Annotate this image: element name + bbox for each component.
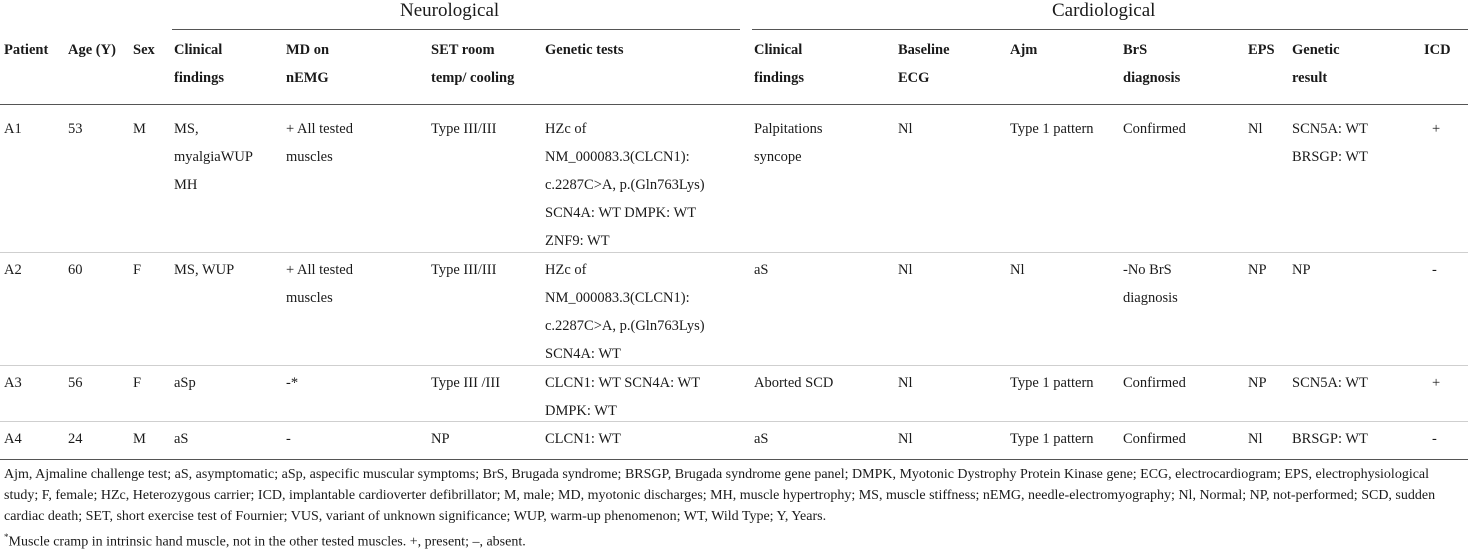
cell-line: -: [1432, 431, 1437, 447]
cell-line: -: [286, 431, 291, 447]
cell-icd: [1432, 256, 1437, 284]
cell-genetic-result: [1292, 369, 1368, 397]
cell-ecg: [898, 369, 913, 397]
cell-brs: [1123, 256, 1178, 312]
cell-genetic-tests: [545, 425, 621, 453]
cell-line: 56: [68, 375, 83, 391]
group-header-neurological: Neurological: [400, 0, 500, 21]
cell-line: Type 1 pattern: [1010, 375, 1094, 391]
column-header-line: MD on: [286, 42, 330, 58]
cell-clinical-n: [174, 369, 196, 397]
cell-line: CLCN1: WT: [545, 431, 621, 447]
cell-genetic-tests: [545, 256, 705, 368]
cell-line: BRSGP: WT: [1292, 431, 1368, 447]
cell-line: aS: [754, 431, 769, 447]
cell-brs: [1123, 115, 1186, 143]
footnote-asterisk-mark: *: [4, 532, 9, 542]
column-header-brs: [1123, 36, 1180, 92]
cell-line: HZc of: [545, 121, 587, 137]
column-header-line: EPS: [1248, 42, 1275, 58]
cell-clinical-c: [754, 115, 822, 171]
cell-line: 60: [68, 262, 83, 278]
cell-genetic-result: [1292, 115, 1368, 171]
footnote-abbreviations: Ajm, Ajmaline challenge test; aS, asymptomatic; aSp, aspecific muscular symptoms; BrS, Brugada syndrome; BRSGP, Brugada syndrome gene panel; DMPK, Myotonic Dystrophy Protein Kinase gene; ECG, electrocardiogram; EPS, electrophysiological study; F, female; HZc, Heterozygous carrier; ICD, implantable cardioverter defibrillator; M, male; MD, myotonic discharges; MH, muscle hypertrophy; MS, muscle stiffness; nEMG, needle-electromyography; Nl, Normal; NP, not-performed; SCD, sudden cardiac death; SET, short exercise test of Fournier; VUS, variant of unknown significance; WUP, warm-up phenomenon; WT, Wild Type; Y, Years.: [4, 467, 1436, 524]
cell-line: A4: [4, 431, 22, 447]
cell-icd: [1432, 369, 1440, 397]
column-header-sex: [133, 36, 155, 64]
cell-line: MS, WUP: [174, 262, 235, 278]
cell-line: -No BrS: [1123, 262, 1172, 278]
column-header-clinical-n: [174, 36, 224, 92]
cell-line: myalgiaWUP: [174, 149, 253, 165]
cell-md: [286, 425, 291, 453]
cell-line: M: [133, 121, 146, 137]
table-bottom-rule: [0, 459, 1468, 460]
cell-line: HZc of: [545, 262, 587, 278]
cell-line: Aborted SCD: [754, 375, 834, 391]
cell-line: syncope: [754, 149, 802, 165]
cell-line: diagnosis: [1123, 290, 1178, 306]
cell-line: +: [1432, 375, 1441, 391]
cell-line: 24: [68, 431, 83, 447]
cell-line: A1: [4, 121, 22, 137]
cell-line: aS: [754, 262, 769, 278]
cell-line: muscles: [286, 290, 333, 306]
column-header-line: Clinical: [174, 42, 223, 58]
column-header-line: findings: [174, 70, 224, 86]
cell-line: -*: [286, 375, 299, 391]
cell-line: Type III/III: [431, 121, 497, 137]
group-underline-neurological: [172, 29, 740, 30]
column-header-line: temp/ cooling: [431, 70, 515, 86]
column-header-line: Genetic: [1292, 42, 1340, 58]
column-header-line: Ajm: [1010, 42, 1038, 58]
footnote-asterisk-text: Muscle cramp in intrinsic hand muscle, not in the other tested muscles. +, present; –, absent.: [8, 534, 526, 550]
cell-age: [68, 369, 83, 397]
cell-ecg: [898, 115, 913, 143]
cell-eps: [1248, 369, 1267, 397]
column-header-genetic-tests: [545, 36, 624, 64]
cell-line: aS: [174, 431, 189, 447]
row-divider: [0, 421, 1468, 422]
cell-line: ZNF9: WT: [545, 233, 610, 249]
cell-line: SCN5A: WT: [1292, 121, 1368, 137]
cell-genetic-tests: [545, 115, 705, 255]
column-header-line: BrS: [1123, 42, 1148, 58]
cell-set: [431, 115, 496, 143]
column-header-icd: [1424, 36, 1451, 64]
cell-line: F: [133, 262, 142, 278]
cell-line: MH: [174, 177, 198, 193]
cell-set: [431, 425, 450, 453]
cell-line: Palpitations: [754, 121, 823, 137]
column-header-ecg: [898, 36, 950, 92]
cell-line: -: [1432, 262, 1437, 278]
cell-md: [286, 256, 353, 312]
column-header-line: Clinical: [754, 42, 803, 58]
cell-line: Nl: [898, 262, 913, 278]
group-underline-cardiological: [752, 29, 1468, 30]
cell-line: Nl: [1010, 262, 1025, 278]
column-header-line: SET room: [431, 42, 495, 58]
cell-age: [68, 256, 83, 284]
cell-line: NP: [1248, 262, 1267, 278]
cell-patient: [4, 256, 22, 284]
cell-eps: [1248, 425, 1263, 453]
cell-brs: [1123, 425, 1186, 453]
column-header-line: findings: [754, 70, 804, 86]
cell-ajm: [1010, 425, 1094, 453]
cell-clinical-n: [174, 256, 234, 284]
cell-clinical-c: [754, 369, 833, 397]
row-divider: [0, 252, 1468, 253]
cell-md: [286, 115, 353, 171]
cell-line: A3: [4, 375, 22, 391]
column-header-line: Genetic tests: [545, 42, 624, 58]
footnote-asterisk: [4, 527, 1462, 553]
column-header-line: result: [1292, 70, 1328, 86]
cell-line: c.2287C>A, p.(Gln763Lys): [545, 177, 705, 193]
cell-md: [286, 369, 298, 397]
cell-clinical-n: [174, 425, 189, 453]
cell-clinical-c: [754, 256, 769, 284]
column-header-eps: [1248, 36, 1275, 64]
cell-line: +: [1432, 121, 1441, 137]
column-header-md: [286, 36, 329, 92]
cell-line: SCN4A: WT DMPK: WT: [545, 205, 697, 221]
cell-icd: [1432, 115, 1440, 143]
column-header-line: ICD: [1424, 42, 1451, 58]
cell-ecg: [898, 425, 913, 453]
cell-line: DMPK: WT: [545, 403, 617, 419]
column-header-line: Age (Y): [68, 42, 116, 58]
column-header-line: nEMG: [286, 70, 329, 86]
column-header-clinical-c: [754, 36, 804, 92]
cell-genetic-tests: [545, 369, 700, 425]
cell-line: Nl: [1248, 431, 1263, 447]
cell-ajm: [1010, 115, 1094, 143]
cell-line: F: [133, 375, 142, 391]
cell-age: [68, 425, 83, 453]
header-bottom-rule: [0, 104, 1468, 105]
column-header-line: diagnosis: [1123, 70, 1181, 86]
cell-line: c.2287C>A, p.(Gln763Lys): [545, 318, 705, 334]
cell-line: Type III /III: [431, 375, 501, 391]
cell-line: Confirmed: [1123, 375, 1186, 391]
cell-line: M: [133, 431, 146, 447]
cell-line: Nl: [898, 375, 913, 391]
cell-line: SCN4A: WT: [545, 346, 621, 362]
cell-line: Type III/III: [431, 262, 497, 278]
column-header-age: [68, 36, 116, 64]
cell-genetic-result: [1292, 256, 1311, 284]
cell-line: MS,: [174, 121, 199, 137]
cell-age: [68, 115, 83, 143]
cell-line: SCN5A: WT: [1292, 375, 1368, 391]
column-header-line: Baseline: [898, 42, 950, 58]
cell-eps: [1248, 256, 1267, 284]
cell-line: Nl: [898, 121, 913, 137]
cell-line: Type 1 pattern: [1010, 121, 1094, 137]
cell-line: NP: [1248, 375, 1267, 391]
cell-line: + All tested: [286, 121, 353, 137]
column-header-line: ECG: [898, 70, 930, 86]
cell-genetic-result: [1292, 425, 1368, 453]
cell-line: NM_000083.3(CLCN1):: [545, 290, 690, 306]
cell-patient: [4, 369, 22, 397]
column-header-patient: [4, 36, 48, 64]
cell-line: Nl: [898, 431, 913, 447]
row-divider: [0, 365, 1468, 366]
cell-line: Nl: [1248, 121, 1263, 137]
cell-line: NM_000083.3(CLCN1):: [545, 149, 690, 165]
cell-eps: [1248, 115, 1263, 143]
cell-line: A2: [4, 262, 22, 278]
cell-line: muscles: [286, 149, 333, 165]
cell-set: [431, 256, 496, 284]
cell-line: BRSGP: WT: [1292, 149, 1368, 165]
cell-sex: [133, 369, 141, 397]
cell-line: aSp: [174, 375, 196, 391]
cell-line: Type 1 pattern: [1010, 431, 1094, 447]
cell-line: NP: [1292, 262, 1311, 278]
cell-sex: [133, 425, 146, 453]
cell-ecg: [898, 256, 913, 284]
cell-icd: [1432, 425, 1437, 453]
column-header-line: Sex: [133, 42, 155, 58]
group-header-cardiological: Cardiological: [1052, 0, 1156, 21]
cell-line: Confirmed: [1123, 121, 1186, 137]
cell-sex: [133, 256, 141, 284]
cell-clinical-n: [174, 115, 253, 199]
cell-line: CLCN1: WT SCN4A: WT: [545, 375, 701, 391]
cell-line: + All tested: [286, 262, 353, 278]
column-header-line: Patient: [4, 42, 49, 58]
column-header-ajm: [1010, 36, 1037, 64]
cell-line: 53: [68, 121, 83, 137]
cell-ajm: [1010, 369, 1094, 397]
cell-set: [431, 369, 500, 397]
cell-clinical-c: [754, 425, 769, 453]
cell-line: Confirmed: [1123, 431, 1186, 447]
cell-patient: [4, 425, 22, 453]
cell-sex: [133, 115, 146, 143]
cell-patient: [4, 115, 22, 143]
column-header-genetic-result: [1292, 36, 1340, 92]
cell-brs: [1123, 369, 1186, 397]
column-header-set: [431, 36, 514, 92]
cell-ajm: [1010, 256, 1025, 284]
cell-line: NP: [431, 431, 450, 447]
